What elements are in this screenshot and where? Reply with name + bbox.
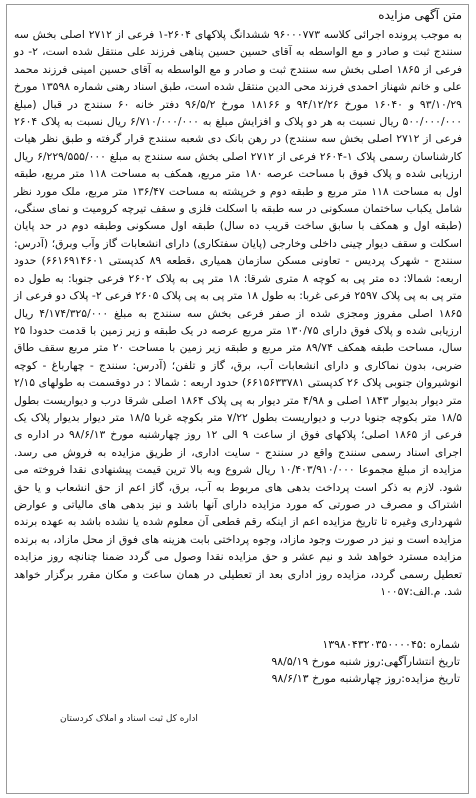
notice-number: شماره :۱۳۹۸۰۴۳۲۰۳۵۰۰۰۰۴۵ (322, 638, 460, 651)
publish-date: تاریخ انتشارآگهی:روز شنبه مورخ ۹۸/۵/۱۹ (271, 655, 460, 668)
notice-body: به موجب پرونده اجرائی کلاسه ۹۶۰۰۰۷۷۳ ششدانگ پلاکهای ۲۶۰۴-۱ فرعی از ۲۷۱۲ اصلی بخش سه سنندج ثبت و صادر و مع الواسطه به آقای حسین حسین پناهی فرزند علی منتقل شده است، ۲- دو فرعی از ۱۸۶۵ اصلی بخش سه سنندج ثبت و صادر و مع الواسطه به آقای حسین امینی فرزند محمد علی و خانم شهناز احمدی فرزند محی الدین منتقل شده است، طبق اسناد رهنی شماره ۱۳۵۹۸ مورخ ۹۳/۱۰/۲۹ و ۱۶۰۴۰ مورخ ۹۴/۱۲/۲۶ و ۱۸۱۶۶ مورخ ۹۶/۵/۲ دفتر خانه ۶۰ سنندج در قبال (مبلغ ۵۰۰/۰۰۰/۰۰۰ ریال نسبت به هر دو پلاک و افزایش مبلغ به ۶/۷۱۰/۰۰۰/۰۰۰ ریال نسبت به پلاک ۲۶۰۴ فرعی از ۲۷۱۲ اصلی بخش سه سنندج) در رهن بانک دی شعبه سنندج قرار گرفته و طبق نظر هیات کارشناسان رسمی پلاک ۱-۲۶۰۴ فرعی از ۲۷۱۲ اصلی بخش سه سنندج به مبلغ ۶/۲۲۹/۵۵۵/۰۰۰ ریال ارزیابی شده و پلاک فوق با مساحت عرصه ۱۸۰ متر مربع، همکف به مساحت ۱۱۸ متر مربع، طبقه اول به مساحت ۱۱۸ متر مربع و طبقه دوم و خرپشته به مساحت ۱۳۶/۴۷ متر مربع، ملک مورد نظر شامل یکباب ساختمان مسکونی در سه طبقه با اسکلت فلزی و سقف تیرچه کرومیت و نمای سنگی، (طبقه اول و همکف با سابق ساخت قریب ده سال) طبقه اول مسکونی وطبقه دوم در حد پایان اسکلت و سقف دیوار چینی داخلی وخارجی (پایان سفتکاری) دارای انشعابات گاز وآب وبرق؛ (آدرس: سنندج - شهرک پردیس - تعاونی مسکن سازمان همیاری ،قطعه ۸۹ کدپستی ۶۶۱۶۹۱۴۶۰۱) حدود اربعه: شمالا: ده متر پی به کوچه ۸ متری شرقا: ۱۸ متر پی به پلاک ۲۶۰۲ فرعی جنوبا: به طول ده متر پی به پی پلاک ۲۵۹۷ فرعی غربا: به طول ۱۸ متر پی به پی پلاک ۲۶۰۵ فرعی ۲- پلاک دو فرعی از ۱۸۶۵ اصلی مفروز ومجزی شده از صفر فرعی بخش سه سنندج به مبلغ ۴/۱۷۴/۳۲۵/۰۰۰ ریال ارزیابی شده و پلاک فوق دارای ۱۳۰/۷۵ متر مربع عرصه در یک طبقه و زیر زمین با قدمت حدودا ۲۵ سال، مساحت طبقه همکف ۸۹/۷۴ متر مربع و طبقه زیر زمین با مساحت ۲۰ متر مربع سقف طاق ضربی، بدون نماکاری و دارای انشعابات آب، برق، گاز و تلفن؛ (آدرس: سنندج - چهارباغ - کوچه انوشیروان جنوبی پلاک ۲۶ کدپستی ۶۶۱۵۶۳۳۷۸۱) حدود اربعه : شمالا : در دوقسمت به طولهای ۲/۱۵ متر دیوار بدیوار ۱۸۴۳ اصلی و ۴/۹۸ متر دیوار به پی پلاک ۱۸۶۴ اصلی شرقا درب و دیواریست بطول ۱۸/۵ متر بکوچه جنوبا درب و دیواریست بطول ۷/۲۲ متر بکوچه غربا ۱۸/۵ متر دیوار بدیوار پلاک یک فرعی از ۱۸۶۵ اصلی؛ پلاکهای فوق از ساعت ۹ الی ۱۲ روز چهارشنبه مورخ ۹۸/۶/۱۳ در اداره ی اجرای اسناد رسمی سنندج واقع در سنندج - سایت اداری، از طریق مزایده به فروش می رسد. مزایده از مبلغ مجموعا ۱۰/۴۰۳/۹۱۰/۰۰۰ ریال شروع وبه بالا ترین قیمت پیشنهادی نقدا فروخته می شود. لازم به ذکر است پرداخت بدهی های مربوط به آب، برق، گاز اعم از حق انشعاب و یا حق اشتراک و مصرف در صورتی که مورد مزایده دارای آنها باشد و نیز بدهی های مالیاتی و عوارض شهرداری وغیره تا تاریخ مزایده اعم از اینکه رقم قطعی آن معلوم شده یا نشده باشد به عهده برنده مزایده است و نیز در صورت وجود مازاد، وجوه پرداختی بابت هزینه های فوق از محل مازاد، به برنده مزایده مسترد خواهد شد و نیم عشر و حق مزایده نقدا وصول می گردد ضمنا چنانچه روز مزایده تعطیل رسمی گردد، مزایده روز اداری بعد از تعطیلی در همان ساعت و مکان مقرر برگزار خواهد شد. م.الف:۱۰۰۵۷ (14, 28, 463, 598)
issuing-agency: اداره کل ثبت اسناد و املاک کردستان (60, 714, 198, 724)
notice-meta (271, 636, 460, 687)
auction-date: تاریخ مزایده:روز چهارشنبه مورخ ۹۸/۶/۱۳ (271, 672, 460, 685)
notice-title: متن آگهی مزایده (378, 8, 462, 22)
